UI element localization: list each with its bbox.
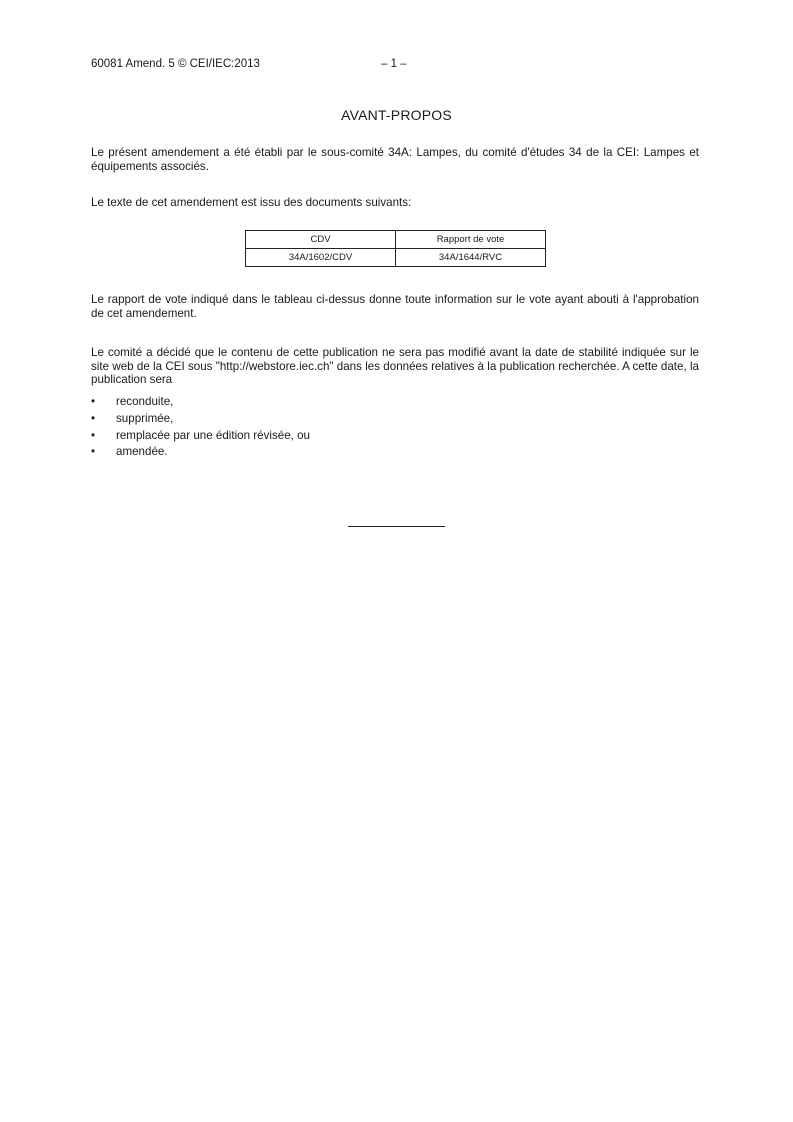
list-item bbox=[91, 394, 310, 411]
table-header-row bbox=[246, 231, 546, 249]
table-cell: 34A/1602/CDV bbox=[246, 249, 396, 267]
paragraph-stability-date: Le comité a décidé que le contenu de cette publication ne sera pas modifié avant la date de stabilité indiquée sur le site web de la CEI sous "http://webstore.iec.ch" dans les données relatives à la publication recherchée. A cette date, la publication sera bbox=[91, 346, 699, 386]
table-header-cell: CDV bbox=[246, 231, 396, 249]
list-item-text: reconduite, bbox=[116, 395, 174, 408]
paragraph-documents-intro: Le texte de cet amendement est issu des documents suivants: bbox=[91, 196, 412, 209]
page-header bbox=[91, 58, 407, 70]
bullet-icon: • bbox=[91, 395, 96, 408]
paragraph-voting-report: Le rapport de vote indiqué dans le tableau ci-dessus donne toute information sur le vote ayant abouti à l'approbation de cet amendement. bbox=[91, 293, 699, 320]
bullet-icon: • bbox=[91, 411, 96, 425]
page-number: – 1 – bbox=[381, 58, 407, 70]
paragraph-prepared-by: Le présent amendement a été établi par le sous-comité 34A: Lampes, du comité d'études 34 de la CEI: Lampes et équipements associés. bbox=[91, 146, 699, 173]
voting-documents-table bbox=[245, 230, 546, 267]
table-header-cell: Rapport de vote bbox=[396, 231, 546, 249]
publication-outcome-list bbox=[91, 394, 310, 461]
document-reference: 60081 Amend. 5 © CEI/IEC:2013 bbox=[91, 58, 260, 70]
table-row bbox=[246, 249, 546, 267]
list-item bbox=[91, 411, 310, 428]
list-item-text: amendée. bbox=[116, 445, 168, 459]
list-item-text: supprimée, bbox=[116, 411, 174, 425]
list-item-text: remplacée par une édition révisée, ou bbox=[116, 428, 310, 442]
list-item bbox=[91, 444, 310, 461]
table-cell: 34A/1644/RVC bbox=[396, 249, 546, 267]
bullet-icon: • bbox=[91, 428, 96, 442]
section-title: AVANT-PROPOS bbox=[341, 107, 452, 123]
list-item bbox=[91, 428, 310, 445]
bullet-icon: • bbox=[91, 445, 96, 459]
end-of-section-rule bbox=[348, 526, 445, 527]
